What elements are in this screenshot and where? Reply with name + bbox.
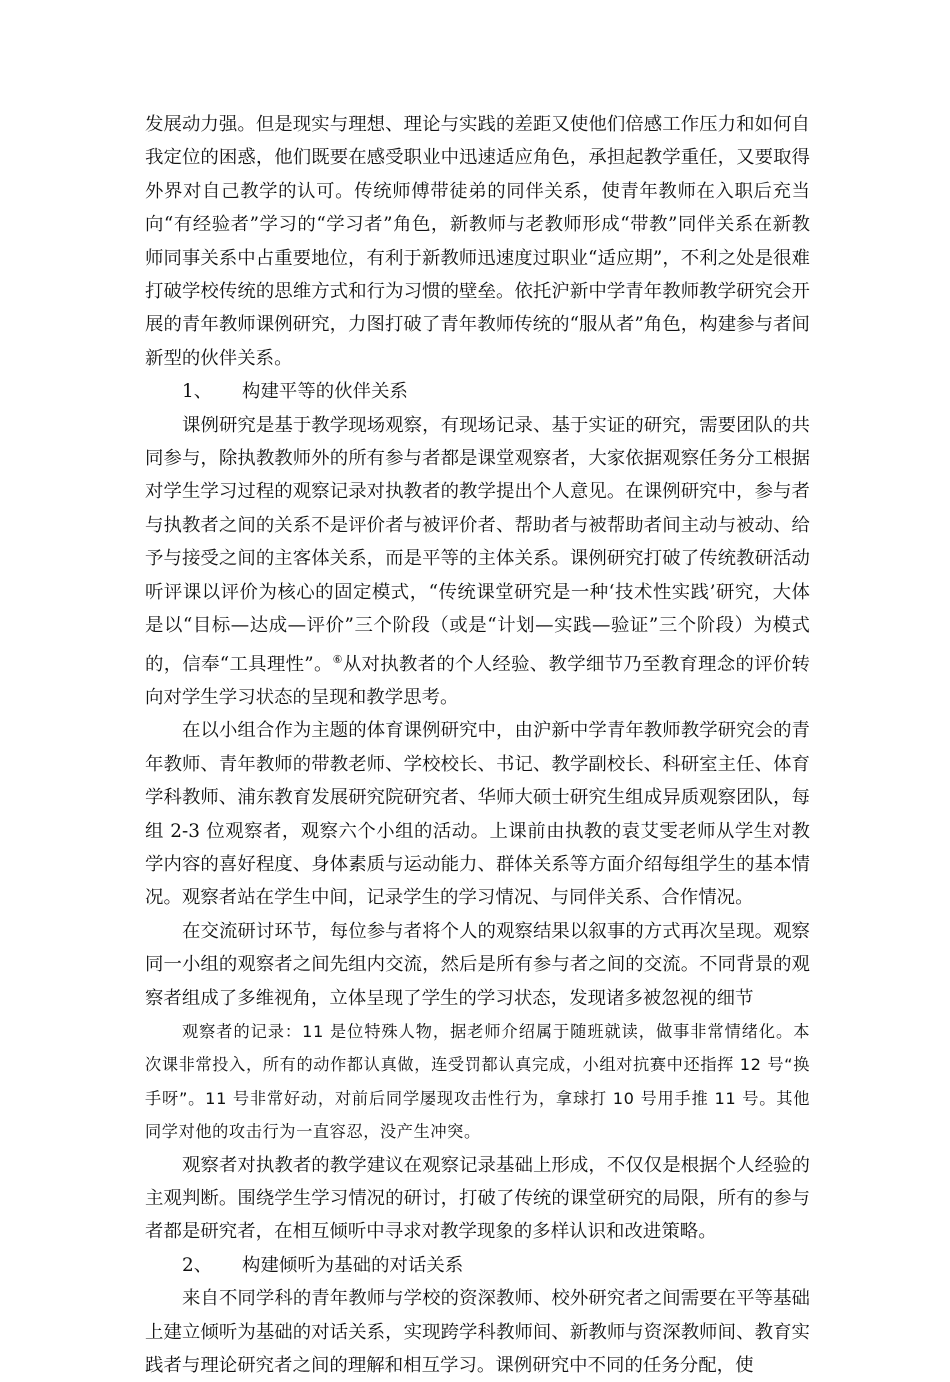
paragraph <box>145 409 810 715</box>
section-heading-1 <box>145 375 810 408</box>
endnote-marker: ⑥ <box>332 652 343 666</box>
body-text <box>145 108 810 1382</box>
section-title: 构建倾听为基础的对话关系 <box>242 1254 464 1276</box>
paragraph: 来自不同学科的青年教师与学校的资深教师、校外研究者之间需要在平等基础上建立倾听为基础的对话关系，实现跨学科教师间、新教师与资深教师间、教育实践者与理论研究者之间的理解和相互学习。课例研究中不同的任务分配，使 <box>145 1288 810 1377</box>
section-heading-2 <box>145 1249 810 1282</box>
paragraph: 观察者对执教者的教学建议在观察记录基础上形成，不仅仅是根据个人经验的主观判断。围绕学生学习情况的研讨，打破了传统的课堂研究的局限，所有的参与者都是研究者，在相互倾听中寻求对教学现象的多样认识和改进策略。 <box>145 1154 810 1243</box>
intro-paragraph: 发展动力强。但是现实与理想、理论与实践的差距又使他们倍感工作压力和如何自我定位的困惑，他们既要在感受职业中迅速适应角色，承担起教学重任，又要取得外界对自己教学的认可。传统师傅带徒弟的同伴关系，使青年教师在入职后充当向“有经验者”学习的“学习者”角色，新教师与老教师形成“带教”同伴关系在新教师同事关系中占重要地位，有利于新教师迅速度过职业“适应期”，不利之处是很难打破学校传统的思维方式和行为习惯的壁垒。依托沪新中学青年教师教学研究会开展的青年教师课例研究，力图打破了青年教师传统的“服从者”角色，构建参与者间新型的伙伴关系。 <box>145 114 810 369</box>
paragraph-text: 课例研究是基于教学现场观察，有现场记录、基于实证的研究，需要团队的共同参与，除执教教师外的所有参与者都是课堂观察者，大家依据观察任务分工根据对学生学习过程的观察记录对执教者的教学提出个人意见。在课例研究中，参与者与执教者之间的关系不是评价者与被评价者、帮助者与被帮助者间主动与被动、给予与接受之间的主客体关系，而是平等的主体关系。课例研究打破了传统教研活动听评课以评价为核心的固定模式，“传统课堂研究是一种‘技术性实践’研究，大体是以“目标—达成—评价”三个阶段（或是“计划—实践—验证”三个阶段）为模式的，信奉“工具理性”。 <box>145 414 810 675</box>
section-number: 1、 <box>182 381 213 403</box>
paragraph-text: 从对执教者的个人经验、教学细节乃至教育理念的评价转向对学生学习状态的呈现和教学思考。 <box>145 653 810 708</box>
section-number: 2、 <box>182 1254 213 1276</box>
observer-record: 观察者的记录：11 是位特殊人物，据老师介绍属于随班就读，做事非常情绪化。本次课非常投入，所有的动作都认真做，连受罚都认真完成，小组对抗赛中还指挥 12 号“换手呀”。11 号非常好动，对前后同学屡现攻击性行为，拿球打 10 号用手推 11 号。其他同学对他的攻击行为一直容忍，没产生冲突。 <box>145 1021 810 1142</box>
paragraph: 在交流研讨环节，每位参与者将个人的观察结果以叙事的方式再次呈现。观察同一小组的观察者之间先组内交流，然后是所有参与者之间的交流。不同背景的观察者组成了多维视角，立体呈现了学生的学习状态，发现诸多被忽视的细节 <box>145 920 810 1009</box>
paragraph: 在以小组合作为主题的体育课例研究中，由沪新中学青年教师教学研究会的青年教师、青年教师的带教老师、学校校长、书记、教学副校长、科研室主任、体育学科教师、浦东教育发展研究院研究者、华师大硕士研究生组成异质观察团队，每组 2-3 位观察者，观察六个小组的活动。上课前由执教的袁艾雯老师从学生对教学内容的喜好程度、身体素质与运动能力、群体关系等方面介绍每组学生的基本情况。观察者站在学生中间，记录学生的学习情况、与同伴关系、合作情况。 <box>145 720 810 909</box>
section-title: 构建平等的伙伴关系 <box>242 381 408 403</box>
